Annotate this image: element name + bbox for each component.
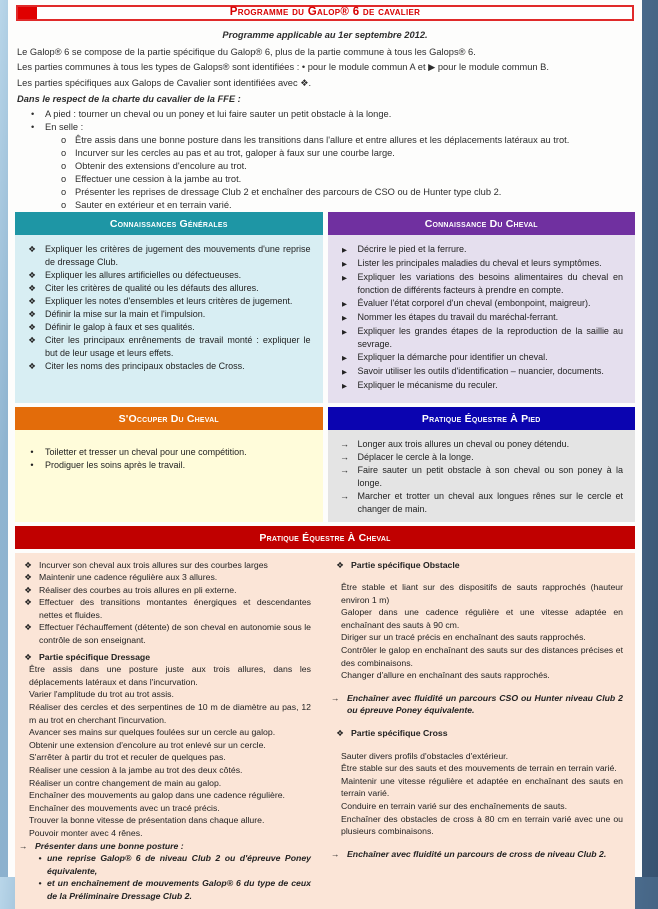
bullet-icon (17, 789, 29, 802)
list-item: Pouvoir monter avec 4 rênes. (17, 827, 315, 840)
bullet-icon (329, 775, 341, 800)
list-item: ❖ Citer les critères de qualité ou les défauts des allures. (19, 282, 315, 295)
section-header-connaissances-generales: Connaissances Générales (15, 212, 323, 235)
list-item: Obtenir une extension d'encolure au trot enlevé sur un cercle. (17, 739, 315, 752)
list-item: ▶ Nommer les étapes du travail du maréchal-ferrant. (332, 311, 628, 325)
bullet-icon: → (331, 848, 340, 859)
bullet-icon (329, 750, 341, 763)
list-item: ▶ Expliquer les grandes étapes de la reproduction de la saillie au sevrage. (332, 325, 628, 351)
list-item: • et un enchaînement de mouvements Galop® 6 du type de ceux de la Préliminaire Dressage Club 2. (17, 877, 315, 902)
list-item: o Présenter les reprises de dressage Club 2 et enchaîner des parcours de CSO ou de Hunter type club 2. (61, 186, 502, 197)
list-item: → Longer aux trois allures un cheval ou poney détendu. (332, 438, 628, 451)
list-item: Varier l'amplitude du trot au trot assis. (17, 688, 315, 701)
triangle-bullet-icon: ▶ (342, 274, 347, 282)
bullet-icon: → (331, 692, 340, 703)
knowledge-panels-row (15, 235, 635, 403)
intro-bullet-list (17, 108, 633, 212)
list-item: ❖ Expliquer les notes d'ensembles et leurs critères de jugement. (19, 295, 315, 308)
bullet-icon (17, 751, 29, 764)
bullet-icon: ❖ (24, 584, 32, 595)
bullet-icon: o (61, 173, 67, 184)
bullet-icon: • (38, 853, 42, 864)
diamond-bullet-icon: ❖ (28, 269, 36, 280)
arrow-bullet-icon: → (340, 438, 349, 449)
list-item: ❖ Définir le galop à faux et ses qualités. (19, 321, 315, 334)
section-header-soccuper-du-cheval: S'Occuper Du Cheval (15, 407, 323, 430)
triangle-bullet-icon: ▶ (342, 354, 347, 362)
diamond-bullet-icon: ❖ (28, 282, 36, 293)
pratique-cheval-right-column (329, 559, 627, 903)
list-item: o Effectuer une cession à la jambe au trot. (61, 173, 242, 184)
list-item: Trouver la bonne vitesse de présentation dans chaque allure. (17, 814, 315, 827)
triangle-bullet-icon: ▶ (342, 368, 347, 376)
list-item: ❖ Expliquer les critères de jugement des mouvements d'une reprise de dressage Club. (19, 243, 315, 269)
bullet-icon: • (31, 121, 35, 132)
bullet-icon (17, 764, 29, 777)
diamond-bullet-icon: ❖ (28, 321, 36, 332)
triangle-bullet-icon: ▶ (342, 260, 347, 268)
bullet-icon (329, 606, 341, 631)
bullet-icon: ❖ (24, 559, 32, 570)
list-item: ▶ Lister les principales maladies du cheval et leurs symptômes. (332, 257, 628, 271)
bullet-icon (329, 581, 341, 606)
bullet-icon: • (31, 108, 35, 119)
list-item: Réaliser des cercles et des serpentines de 10 m de diamètre au pas, 12 m au trot en cherchant l'incurvation. (17, 701, 315, 726)
arrow-bullet-icon: → (340, 490, 349, 501)
list-item: • En selle : (31, 121, 84, 132)
list-item: Enchaîner des mouvements au galop dans une cadence régulière. (17, 789, 315, 802)
list-item: ▶ Évaluer l'état corporel d'un cheval (embonpoint, maigreur). (332, 297, 628, 311)
list-item: Diriger sur un tracé précis en enchaînant des sauts rapprochés. (329, 631, 627, 644)
list-item: Conduire en terrain varié sur des enchaînements de sauts. (329, 800, 627, 813)
list-item: → Enchaîner avec fluidité un parcours de cross de niveau Club 2. (331, 848, 607, 859)
bullet-icon: o (61, 199, 67, 210)
intro-paragraph-3: Les parties spécifiques aux Galops de Cavalier sont identifiées avec ❖. (17, 77, 312, 88)
banner-red-block (18, 7, 37, 19)
bullet-icon (329, 669, 341, 682)
panel-soccuper-du-cheval (15, 430, 323, 522)
bullet-icon: o (61, 147, 67, 158)
list-item: ❖ Citer les noms des principaux obstacles de Cross. (19, 360, 315, 373)
list-item: Être stable et liant sur des dispositifs de sauts rapprochés (hauteur environ 1 m) (329, 581, 627, 606)
list-item: Maintenir une vitesse régulière et adaptée en enchaînant des sauts en terrain varié. (329, 775, 627, 800)
bullet-icon (17, 688, 29, 701)
bullet-icon: ❖ (24, 651, 32, 662)
bullet-icon: ❖ (24, 597, 32, 608)
list-item: o Sauter en extérieur et en terrain varié. (61, 199, 232, 210)
list-item: Galoper dans une cadence régulière et une vitesse adaptée en enchaînant des sauts à 90 cm. (329, 606, 627, 631)
list-item: ▶ Savoir utiliser les outils d'identification – nuancier, documents. (332, 365, 628, 379)
list-item: → Déplacer le cercle à la longe. (332, 451, 628, 464)
page-title: Programme du Galop® 6 de cavalier (229, 6, 421, 18)
bullet-icon: o (61, 186, 67, 197)
list-item: ❖ Réaliser des courbes au trois allures en pli externe. (17, 584, 315, 597)
bullet-icon (17, 701, 29, 726)
panel-pratique-equestre-a-pied (328, 430, 636, 522)
bullet-icon (17, 726, 29, 739)
bullet-icon (17, 827, 29, 840)
bullet-icon: ❖ (336, 728, 344, 739)
triangle-bullet-icon: ▶ (342, 328, 347, 336)
applicable-date-line: Programme applicable au 1er septembre 2012. (222, 29, 428, 40)
intro-section (15, 24, 635, 212)
diamond-bullet-icon: ❖ (28, 243, 36, 254)
bullet-icon: o (61, 134, 67, 145)
bullet-icon (329, 631, 341, 644)
list-item: ▶ Expliquer la démarche pour identifier un cheval. (332, 351, 628, 365)
list-item: o Incurver sur les cercles au pas et au trot, galoper à faux sur une courbe large. (61, 147, 395, 158)
list-item: → Enchaîner avec fluidité un parcours CSO ou Hunter niveau Club 2 ou épreuve Poney équivalente. (331, 692, 623, 716)
bullet-icon (329, 813, 341, 838)
list-item: o Obtenir des extensions d'encolure au trot. (61, 160, 247, 171)
triangle-bullet-icon: ▶ (342, 382, 347, 390)
list-item: ❖ Partie spécifique Obstacle (329, 559, 627, 572)
list-item: → Faire sauter un petit obstacle à son cheval ou son poney à la longe. (332, 464, 628, 490)
list-item: ▶ Expliquer les variations des besoins alimentaires du cheval en fonction de différents facteurs à prendre en compte. (332, 271, 628, 297)
panel-connaissances-generales (15, 235, 323, 403)
list-item: → Présenter dans une bonne posture : (19, 840, 184, 851)
list-item: Sauter divers profils d'obstacles d'extérieur. (329, 750, 627, 763)
list-item: ❖ Citer les principaux enrênements de travail monté : expliquer le but de leur usage et leurs effets. (19, 334, 315, 360)
list-item: Être stable sur des sauts et des mouvements de terrain en terrain varié. (329, 762, 627, 775)
list-item: Avancer ses mains sur quelques foulées sur un cercle au galop. (17, 726, 315, 739)
list-item: ❖ Partie spécifique Cross (329, 727, 627, 740)
list-item: S'arrêter à partir du trot et reculer de quelques pas. (17, 751, 315, 764)
list-item: Être assis dans une posture juste aux trois allures, dans les déplacements latéraux et dans l'incurvation. (17, 663, 315, 688)
list-item: Réaliser une cession à la jambe au trot des deux côtés. (17, 764, 315, 777)
knowledge-headers-row (15, 212, 635, 235)
list-item: ❖ Expliquer les allures artificielles ou défectueuses. (19, 269, 315, 282)
diamond-bullet-icon: ❖ (28, 295, 36, 306)
title-banner (16, 5, 634, 21)
list-item: ▶ Décrire le pied et la ferrure. (332, 243, 628, 257)
panel-connaissance-du-cheval (328, 235, 636, 403)
section-header-connaissance-du-cheval: Connaissance Du Cheval (328, 212, 636, 235)
intro-paragraph-2: Les parties communes à tous les types de Galops® sont identifiées : • pour le module commun A et ▶ pour le module commun B. (17, 62, 549, 72)
bullet-icon: o (61, 160, 67, 171)
bullet-icon (17, 739, 29, 752)
bullet-icon: → (19, 840, 28, 851)
list-item: Enchaîner des mouvements avec un tracé précis. (17, 802, 315, 815)
care-panels-row (15, 430, 635, 522)
diamond-bullet-icon: ❖ (28, 360, 36, 371)
list-item: ▶ Expliquer le mécanisme du reculer. (332, 379, 628, 393)
list-item: • A pied : tourner un cheval ou un poney et lui faire sauter un petit obstacle à la longe. (31, 108, 392, 119)
list-item: ❖ Effectuer des transitions montantes énergiques et descendantes nettes et fluides. (17, 596, 315, 621)
list-item: ❖ Partie spécifique Dressage (17, 651, 315, 664)
intro-paragraph-1: Le Galop® 6 se compose de la partie spécifique du Galop® 6, plus de la partie commune à tous les Galops® 6. (17, 46, 476, 57)
list-item: • une reprise Galop® 6 de niveau Club 2 ou d'épreuve Poney équivalente, (17, 852, 315, 877)
bullet-icon (329, 762, 341, 775)
pratique-cheval-left-column (17, 559, 315, 903)
list-item: → Marcher et trotter un cheval aux longues rênes sur le cercle et changer de main. (332, 490, 628, 516)
list-item: Changer d'allure en enchaînant des sauts rapprochés. (329, 669, 627, 682)
list-item: o Être assis dans une bonne posture dans les transitions dans l'allure et entre allures et les déplacements latéraux au trot. (61, 134, 570, 145)
list-item: Enchaîner des obstacles de cross à 80 cm en terrain varié avec une ou plusieurs combinaisons. (329, 813, 627, 838)
bullet-icon (17, 777, 29, 790)
arrow-bullet-icon: → (340, 464, 349, 475)
panel-pratique-equestre-a-cheval (15, 553, 635, 909)
bullet-icon (17, 802, 29, 815)
arrow-bullet-icon: → (340, 451, 349, 462)
diamond-bullet-icon: ❖ (28, 334, 36, 345)
diamond-bullet-icon: ❖ (28, 308, 36, 319)
section-header-pratique-equestre-a-cheval: Pratique Équestre À Cheval (15, 526, 635, 549)
list-item: ❖ Incurver son cheval aux trois allures sur des courbes larges (17, 559, 315, 572)
list-item: Réaliser un contre changement de main au galop. (17, 777, 315, 790)
list-item: ❖ Maintenir une cadence régulière aux 3 allures. (17, 571, 315, 584)
document-page (8, 0, 642, 901)
bullet-icon: ❖ (24, 572, 32, 583)
bullet-icon (329, 644, 341, 669)
bullet-icon (329, 800, 341, 813)
triangle-bullet-icon: ▶ (342, 300, 347, 308)
bullet-icon (17, 814, 29, 827)
charte-heading: Dans le respect de la charte du cavalier de la FFE : (17, 93, 241, 104)
triangle-bullet-icon: ▶ (342, 246, 347, 254)
list-item: ❖ Effectuer l'échauffement (détente) de son cheval en autonomie sous le contrôle de son enseignant. (17, 621, 315, 646)
bullet-icon (17, 663, 29, 688)
list-item: • Toiletter et tresser un cheval pour une compétition. (19, 446, 315, 459)
list-item: Contrôler le galop en enchaînant des sauts sur des distances précises et des combinaisons. (329, 644, 627, 669)
bullet-icon: • (38, 878, 42, 889)
bullet-icon: ❖ (24, 622, 32, 633)
care-headers-row (15, 407, 635, 430)
bullet-icon: ❖ (336, 559, 344, 570)
triangle-bullet-icon: ▶ (342, 314, 347, 322)
dot-bullet-icon: • (30, 446, 34, 457)
section-header-pratique-equestre-a-pied: Pratique Équestre À Pied (328, 407, 636, 430)
list-item: • Prodiguer les soins après le travail. (19, 459, 315, 472)
dot-bullet-icon: • (30, 459, 34, 470)
list-item: ❖ Définir la mise sur la main et l'impulsion. (19, 308, 315, 321)
